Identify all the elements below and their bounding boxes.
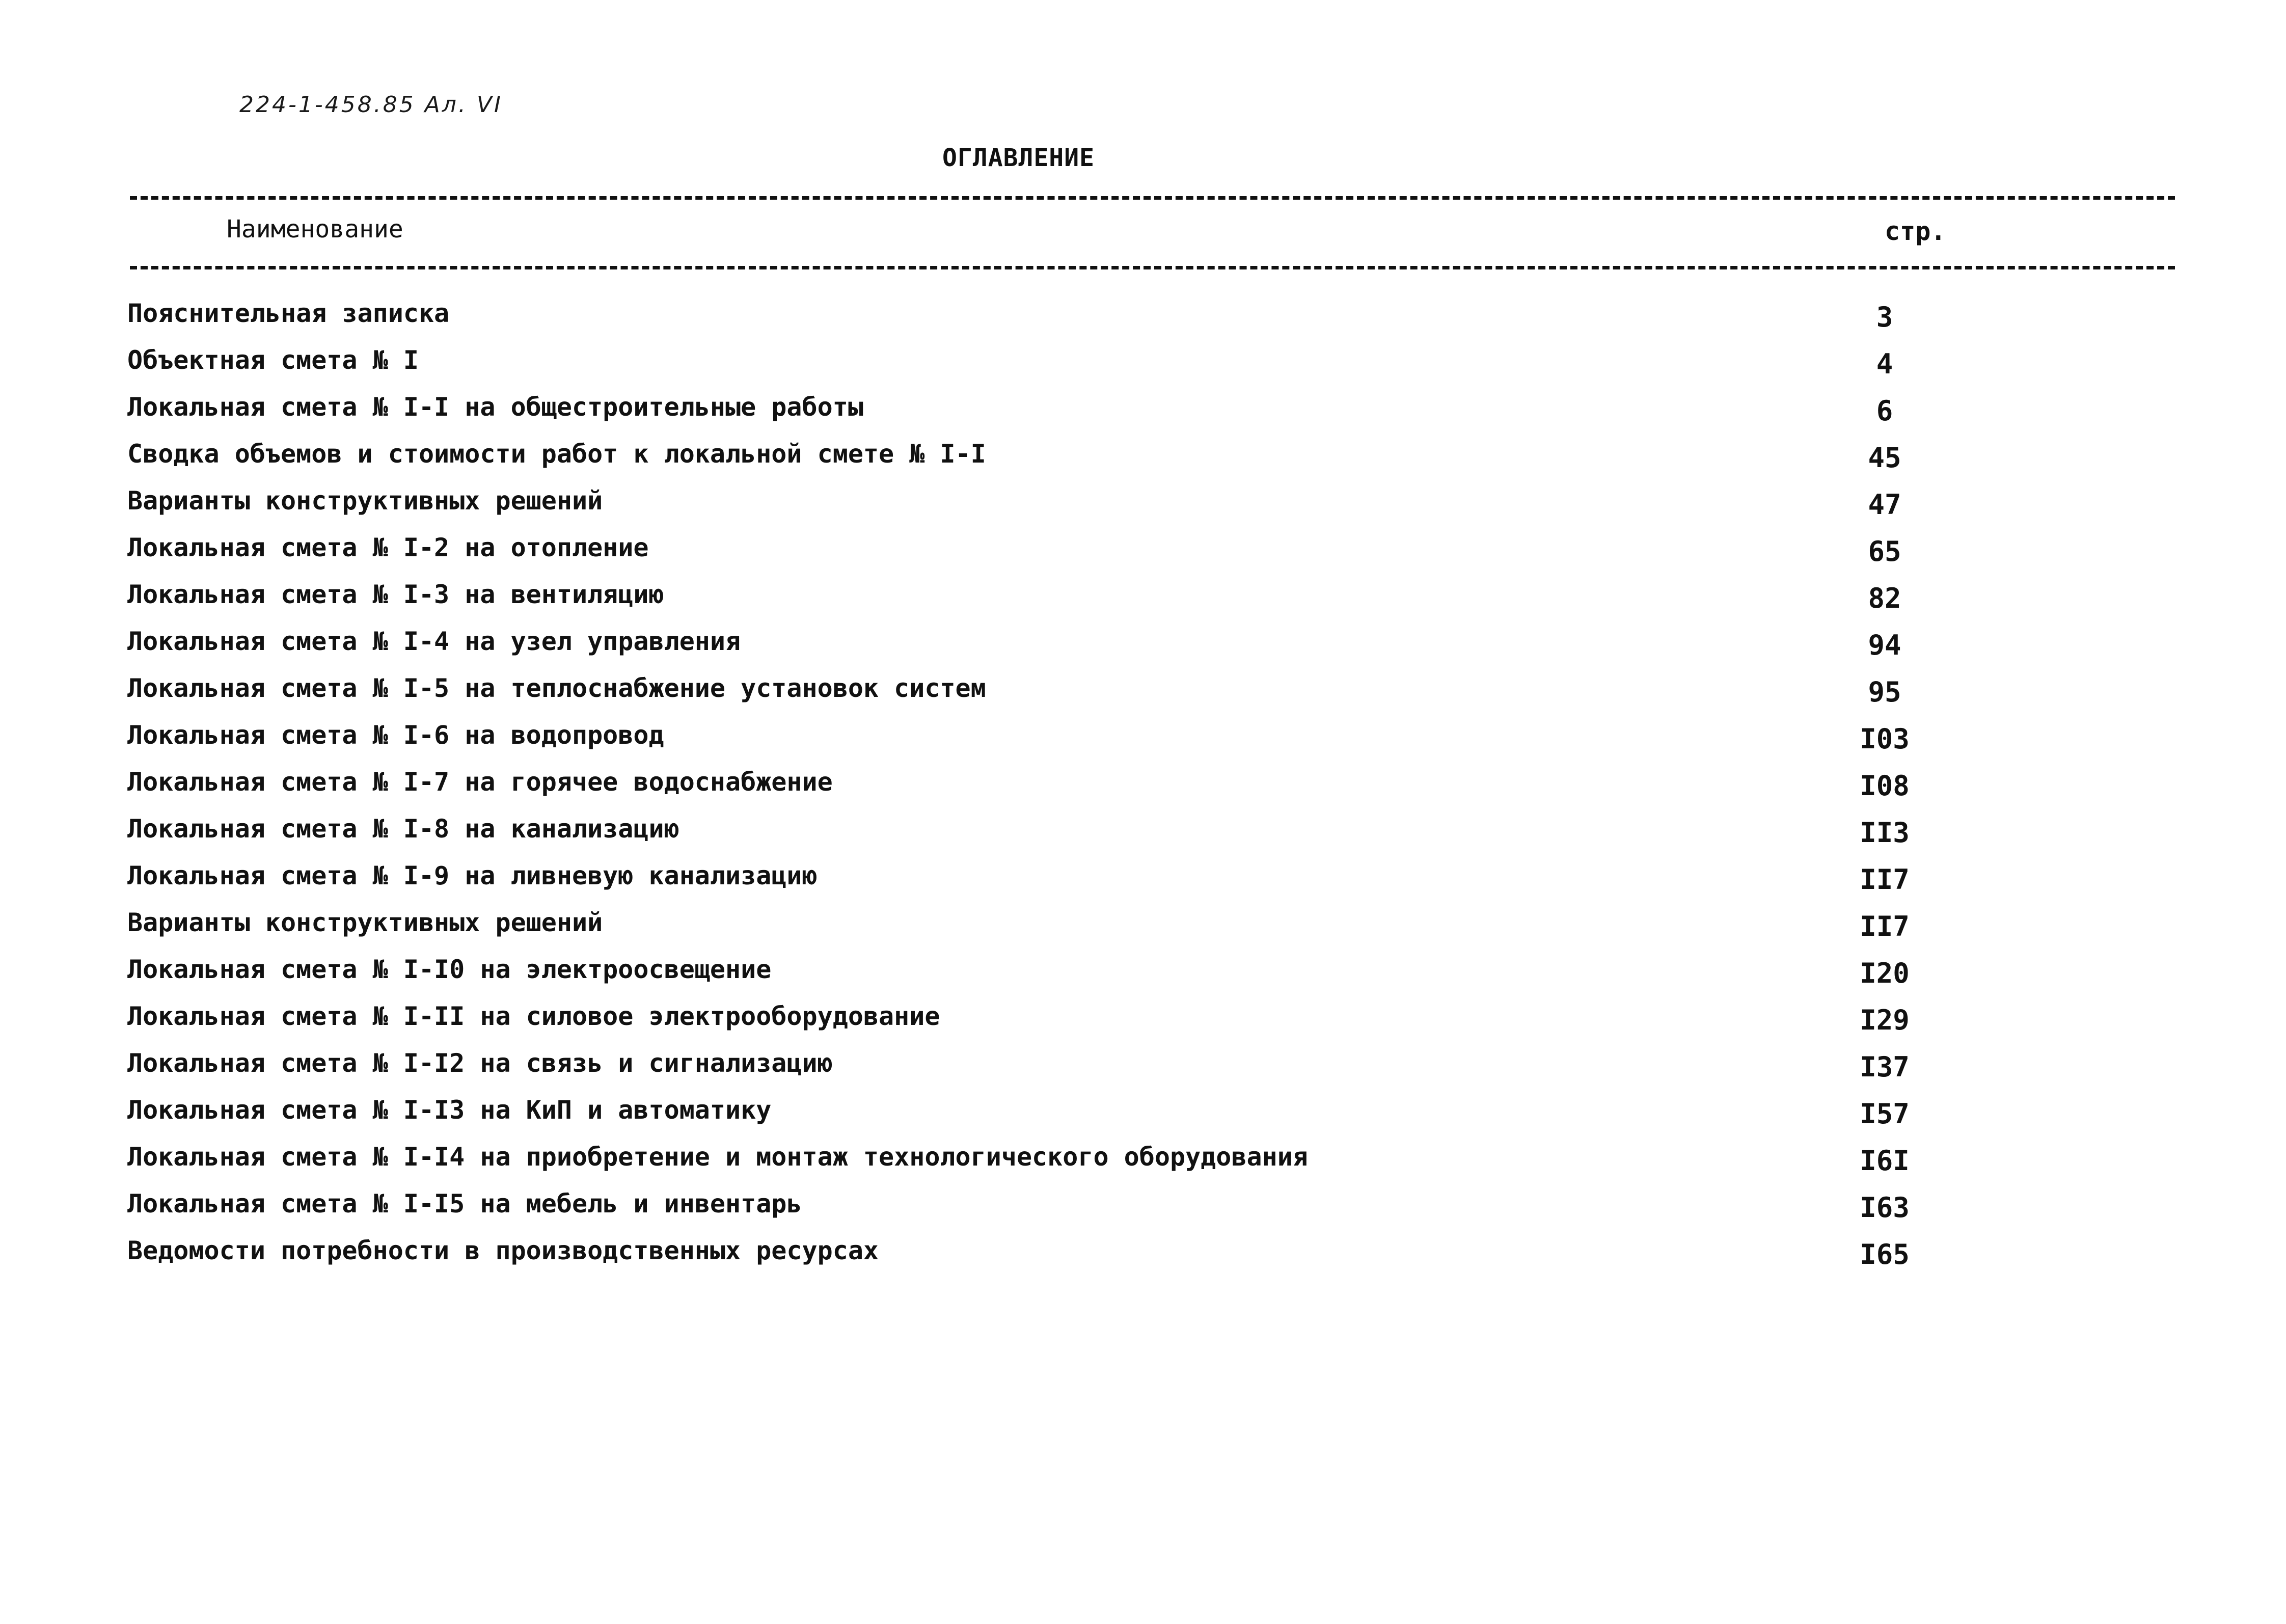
toc-entry bbox=[127, 483, 1936, 530]
toc-entry bbox=[127, 577, 1936, 624]
header-rule-top bbox=[130, 196, 2175, 200]
toc-entry bbox=[127, 811, 1936, 858]
toc-entry bbox=[127, 858, 1936, 905]
toc-entry-page: I6I bbox=[1860, 1145, 1910, 1177]
toc-entry-label: Объектная смета № I bbox=[127, 345, 419, 375]
toc-entry-label: Ведомости потребности в производственных ресурсах bbox=[127, 1236, 879, 1265]
toc-entry bbox=[127, 1045, 1936, 1092]
toc-entry-page: I29 bbox=[1860, 1004, 1910, 1036]
toc-entry-page: 95 bbox=[1868, 676, 1901, 708]
toc-list bbox=[127, 295, 1936, 1280]
toc-entry-page: II7 bbox=[1860, 910, 1910, 942]
toc-entry bbox=[127, 295, 1936, 342]
handwritten-note: 224-1-458.85 Ал. VI bbox=[239, 92, 503, 118]
toc-entry-label: Локальная смета № I-I на общестроительные работы bbox=[127, 392, 863, 422]
toc-entry-label: Локальная смета № I-I0 на электроосвещение bbox=[127, 955, 772, 984]
header-rule-bottom bbox=[130, 266, 2175, 269]
toc-entry-label: Локальная смета № I-I3 на КиП и автоматику bbox=[127, 1095, 772, 1125]
toc-entry-page: 6 bbox=[1876, 395, 1893, 427]
toc-entry-label: Локальная смета № I-4 на узел управления bbox=[127, 627, 741, 656]
toc-entry-label: Локальная смета № I-II на силовое электрооборудование bbox=[127, 1002, 940, 1031]
toc-entry bbox=[127, 998, 1936, 1045]
toc-entry-page: I57 bbox=[1860, 1098, 1910, 1130]
toc-entry-page: I03 bbox=[1860, 723, 1910, 755]
toc-entry-label: Локальная смета № I-5 на теплоснабжение установок систем bbox=[127, 673, 986, 703]
toc-entry-label: Пояснительная записка bbox=[127, 299, 450, 328]
toc-entry-label: Локальная смета № I-I4 на приобретение и монтаж технологического оборудования bbox=[127, 1142, 1308, 1172]
toc-entry-page: I20 bbox=[1860, 957, 1910, 989]
toc-entry-label: Варианты конструктивных решений bbox=[127, 908, 603, 937]
toc-entry-page: II3 bbox=[1860, 817, 1910, 849]
toc-entry bbox=[127, 1186, 1936, 1233]
toc-entry-label: Локальная смета № I-7 на горячее водоснабжение bbox=[127, 767, 833, 797]
toc-entry-page: 4 bbox=[1876, 348, 1893, 380]
toc-entry-page: 45 bbox=[1868, 442, 1901, 474]
toc-entry-label: Локальная смета № I-6 на водопровод bbox=[127, 720, 664, 750]
toc-entry-page: I63 bbox=[1860, 1192, 1910, 1224]
toc-entry-label: Локальная смета № I-2 на отопление bbox=[127, 533, 649, 562]
toc-entry-label: Локальная смета № I-I5 на мебель и инвентарь bbox=[127, 1189, 802, 1219]
toc-entry-label: Сводка объемов и стоимости работ к локальной смете № I-I bbox=[127, 439, 986, 469]
toc-entry-page: I08 bbox=[1860, 770, 1910, 802]
toc-entry bbox=[127, 905, 1936, 952]
toc-entry bbox=[127, 436, 1936, 483]
toc-entry-page: II7 bbox=[1860, 863, 1910, 896]
document-title: ОГЛАВЛЕНИЕ bbox=[942, 144, 1095, 172]
toc-entry-label: Локальная смета № I-8 на канализацию bbox=[127, 814, 679, 844]
toc-entry bbox=[127, 1092, 1936, 1139]
toc-entry-page: I65 bbox=[1860, 1238, 1910, 1270]
toc-entry bbox=[127, 530, 1936, 577]
toc-entry-page: 3 bbox=[1876, 301, 1893, 333]
toc-entry-page: 82 bbox=[1868, 582, 1901, 614]
toc-entry-page: 47 bbox=[1868, 489, 1901, 521]
toc-entry-page: 94 bbox=[1868, 629, 1901, 661]
toc-entry bbox=[127, 764, 1936, 811]
toc-entry-label: Локальная смета № I-I2 на связь и сигнализацию bbox=[127, 1048, 833, 1078]
toc-entry bbox=[127, 717, 1936, 764]
toc-entry bbox=[127, 389, 1936, 436]
toc-entry bbox=[127, 1233, 1936, 1280]
toc-entry-label: Локальная смета № I-9 на ливневую канализацию bbox=[127, 861, 818, 890]
toc-entry-page: 65 bbox=[1868, 535, 1901, 567]
toc-entry bbox=[127, 624, 1936, 670]
toc-entry-label: Локальная смета № I-3 на вентиляцию bbox=[127, 580, 664, 609]
header-page-column: стр. bbox=[1885, 216, 1946, 246]
toc-entry bbox=[127, 1139, 1936, 1186]
toc-entry bbox=[127, 952, 1936, 998]
toc-entry-label: Варианты конструктивных решений bbox=[127, 486, 603, 516]
toc-entry bbox=[127, 342, 1936, 389]
toc-entry-page: I37 bbox=[1860, 1051, 1910, 1083]
header-name-column: Наименование bbox=[227, 215, 403, 243]
toc-entry bbox=[127, 670, 1936, 717]
